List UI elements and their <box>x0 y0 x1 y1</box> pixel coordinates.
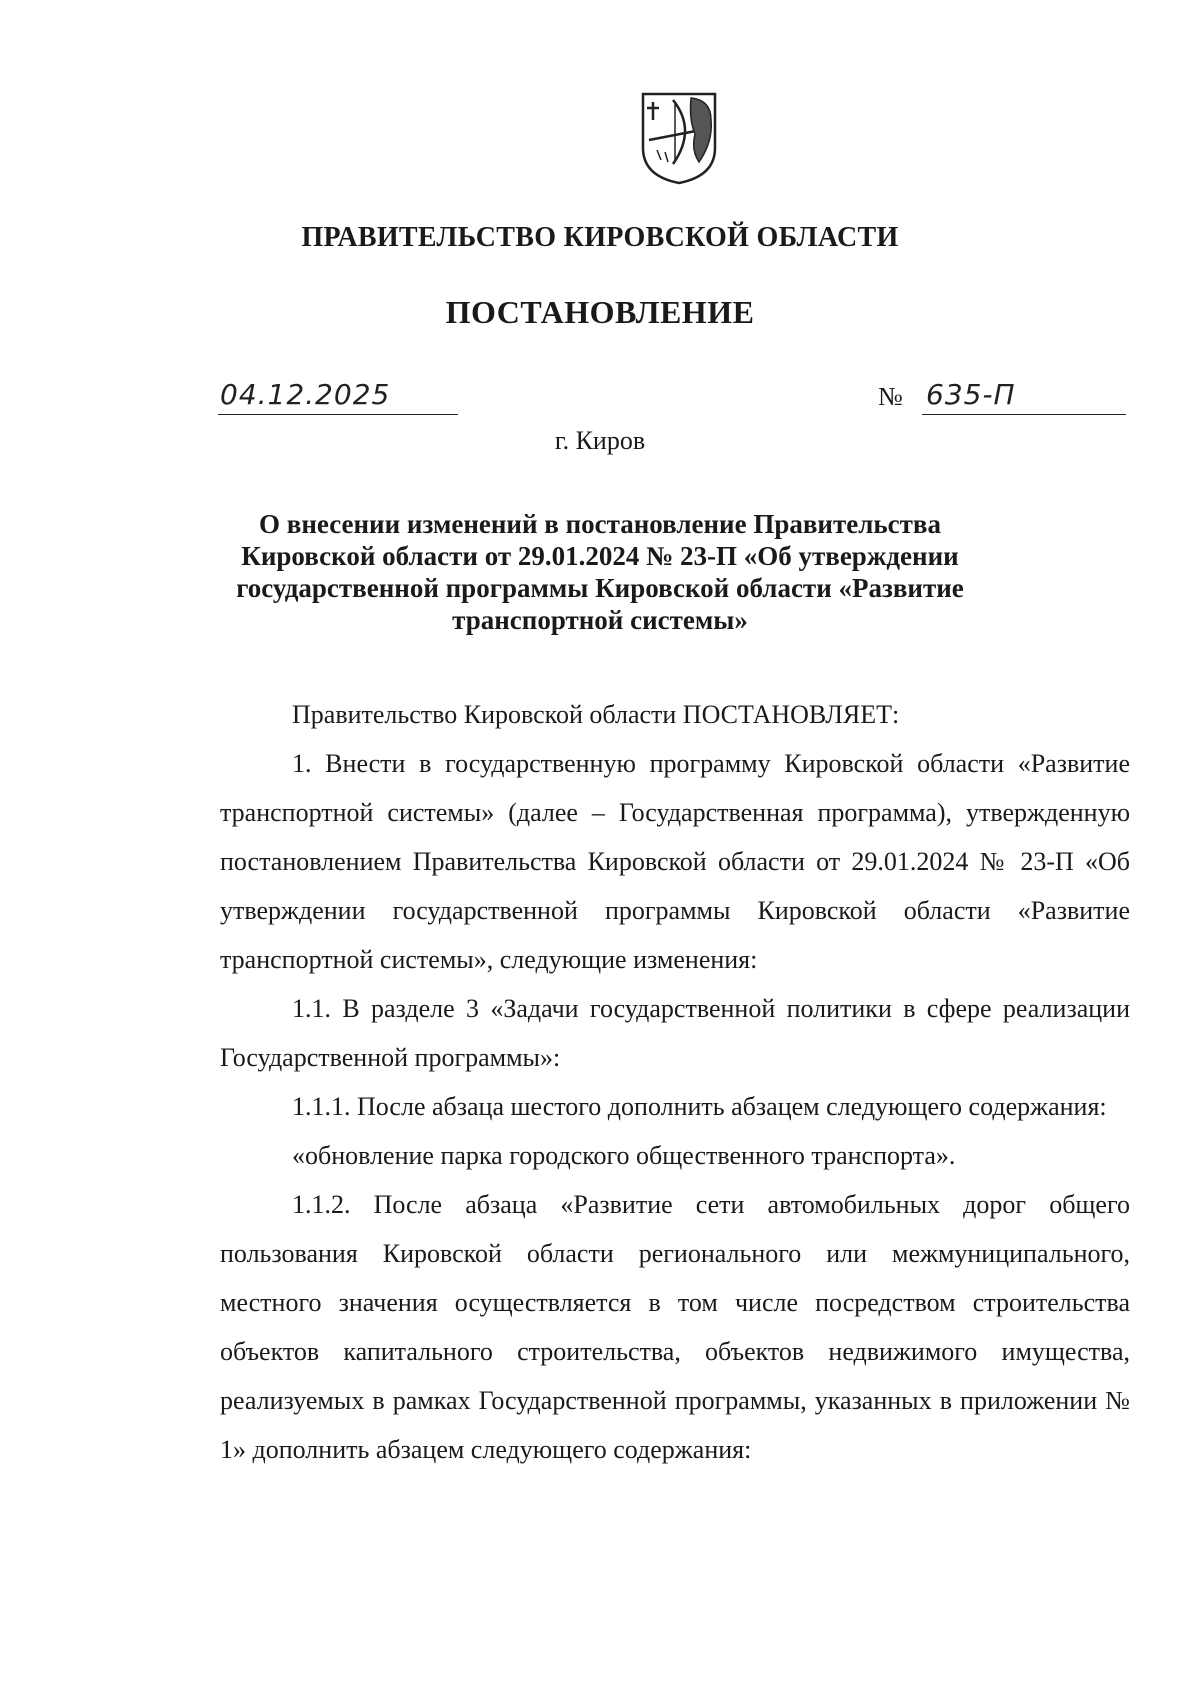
subject-line: Кировской области от 29.01.2024 № 23-П «Об утверждении <box>241 541 959 571</box>
paragraph-1-1-2: 1.1.2. После абзаца «Развитие сети автомобильных дорог общего пользования Кировской области регионального или межмуниципального, местного значения осуществляется в том числе посредством строительства объектов капитального строительства, объектов недвижимого имущества, реализуемых в рамках Государственной программы, указанных в приложении № 1» дополнить абзацем следующего содержания: <box>220 1190 1130 1464</box>
document-body <box>220 690 1130 1474</box>
subject-line: транспортной системы» <box>452 605 748 635</box>
subject-line: государственной программы Кировской области «Развитие <box>236 573 964 603</box>
quote-paragraph: «обновление парка городского общественного транспорта». <box>292 1141 956 1170</box>
date-field <box>218 380 458 415</box>
subject-heading <box>200 508 1000 636</box>
document-type-title: ПОСТАНОВЛЕНИЕ <box>445 294 755 330</box>
intro-paragraph: Правительство Кировской области ПОСТАНОВЛЯЕТ: <box>292 700 900 729</box>
paragraph-1-1: 1.1. В разделе 3 «Задачи государственной политики в сфере реализации Государственной программы»: <box>220 994 1130 1072</box>
city-line: г. Киров <box>554 426 646 455</box>
paragraph-1: 1. Внести в государственную программу Кировской области «Развитие транспортной системы» (далее – Государственная программа), утвержденную постановлением Правительства Кировской области от 29.01.2024 № 23-П «Об утверждении государственной программы Кировской области «Развитие транспортной системы», следующие изменения: <box>220 749 1130 974</box>
number-sign: № <box>878 382 903 411</box>
number-field <box>922 380 1126 415</box>
paragraph-1-1-1: 1.1.1. После абзаца шестого дополнить абзацем следующего содержания: <box>292 1092 1107 1121</box>
kirov-coat-of-arms-icon <box>639 90 719 186</box>
subject-line: О внесении изменений в постановление Правительства <box>259 509 941 539</box>
number-value: 635-П <box>926 378 1016 411</box>
date-value: 04.12.2025 <box>220 378 391 411</box>
government-title: ПРАВИТЕЛЬСТВО КИРОВСКОЙ ОБЛАСТИ <box>301 222 899 253</box>
